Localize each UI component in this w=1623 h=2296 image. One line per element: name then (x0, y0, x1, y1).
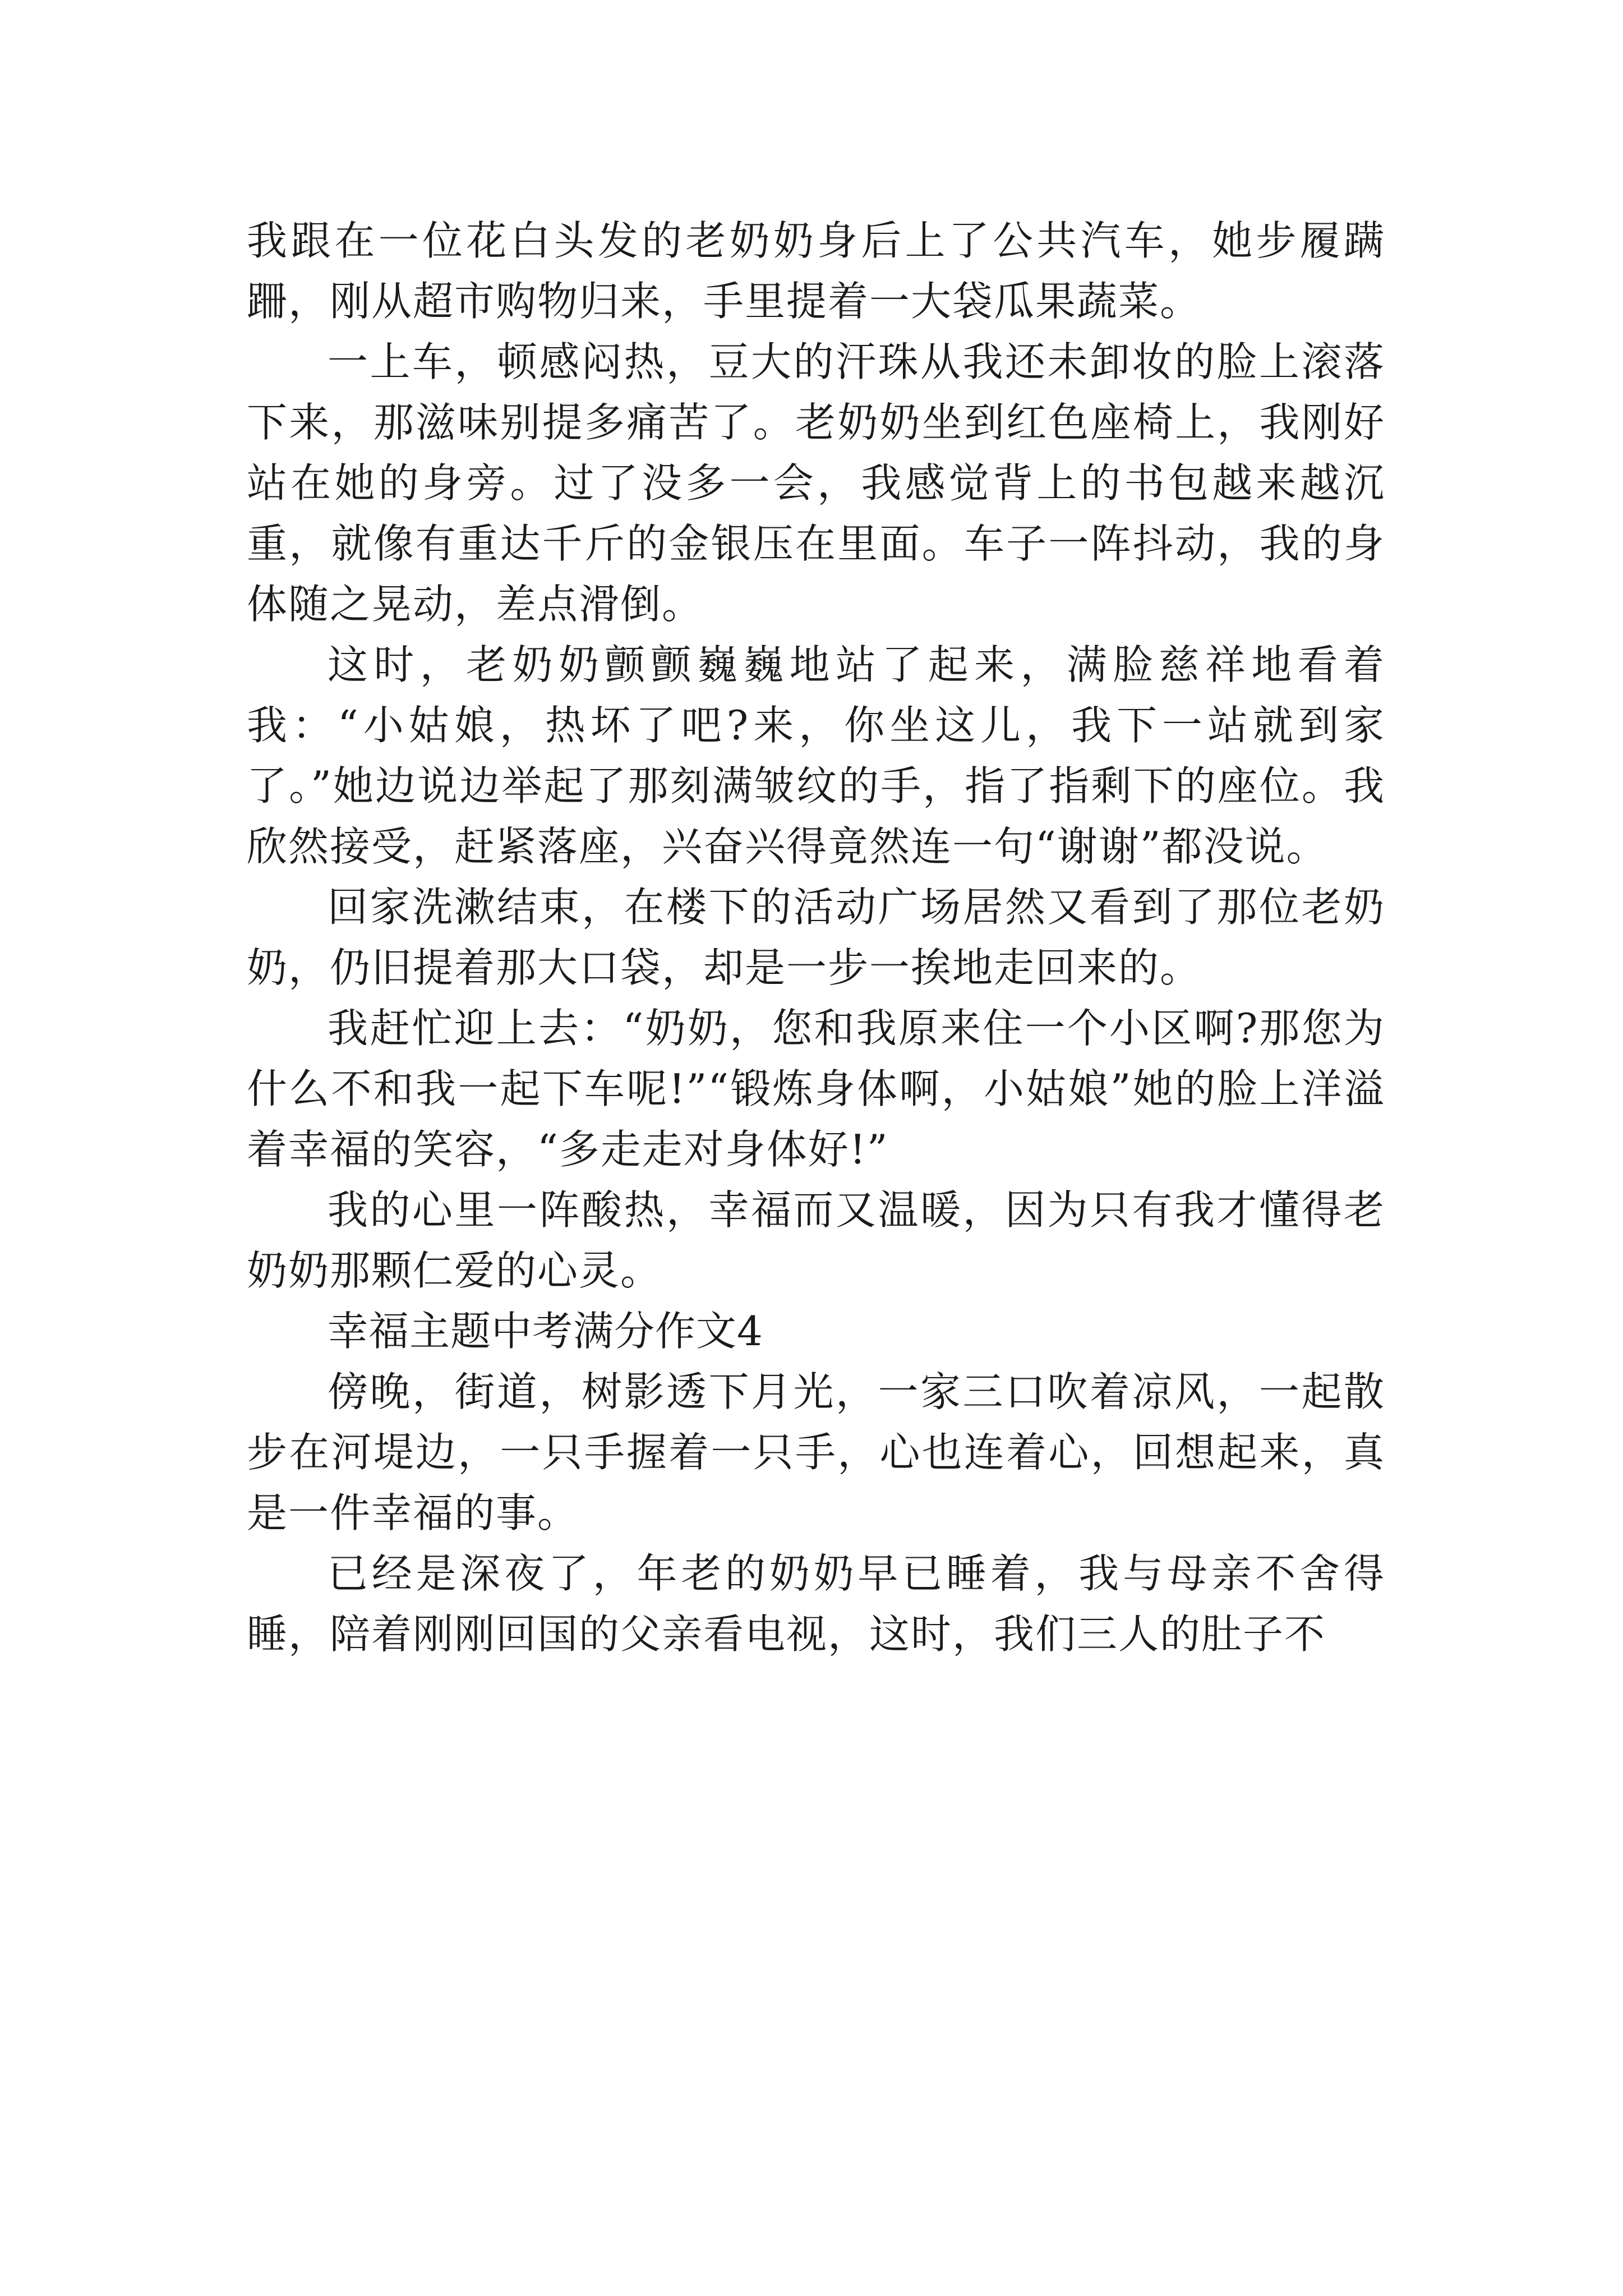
paragraph-4: 回家洗漱结束，在楼下的活动广场居然又看到了那位老奶奶，仍旧提着那大口袋，却是一步一挨地走回来的。 (247, 884, 1385, 991)
paragraph-8: 已经是深夜了，年老的奶奶早已睡着，我与母亲不舍得睡，陪着刚刚回国的父亲看电视，这时，我们三人的肚子不 (247, 1550, 1385, 1658)
paragraph-1: 我跟在一位花白头发的老奶奶身后上了公共汽车，她步履蹒跚，刚从超市购物归来，手里提着一大袋瓜果蔬菜。 (247, 217, 1385, 325)
paragraph-3: 这时，老奶奶颤颤巍巍地站了起来，满脸慈祥地看着我：“小姑娘，热坏了吧?来，你坐这儿，我下一站就到家了。”她边说边举起了那刻满皱纹的手，指了指剩下的座位。我欣然接受，赶紧落座，兴奋兴得竟然连一句“谢谢”都没说。 (247, 641, 1385, 870)
paragraph-6: 我的心里一阵酸热，幸福而又温暖，因为只有我才懂得老奶奶那颗仁爱的心灵。 (247, 1186, 1385, 1294)
paragraph-7: 傍晚，街道，树影透下月光，一家三口吹着凉风，一起散步在河堤边，一只手握着一只手，心也连着心，回想起来，真是一件幸福的事。 (247, 1368, 1385, 1536)
paragraph-5: 我赶忙迎上去：“奶奶，您和我原来住一个小区啊?那您为什么不和我一起下车呢!”“锻炼身体啊，小姑娘”她的脸上洋溢着幸福的笑容，“多走走对身体好!” (247, 1005, 1385, 1173)
section-heading: 幸福主题中考满分作文4 (328, 1308, 763, 1355)
paragraph-2: 一上车，顿感闷热，豆大的汗珠从我还未卸妆的脸上滚落下来，那滋味别提多痛苦了。老奶奶坐到红色座椅上，我刚好站在她的身旁。过了没多一会，我感觉背上的书包越来越沉重，就像有重达千斤的金银压在里面。车子一阵抖动，我的身体随之晃动，差点滑倒。 (247, 338, 1385, 628)
document-body (247, 210, 1385, 1664)
